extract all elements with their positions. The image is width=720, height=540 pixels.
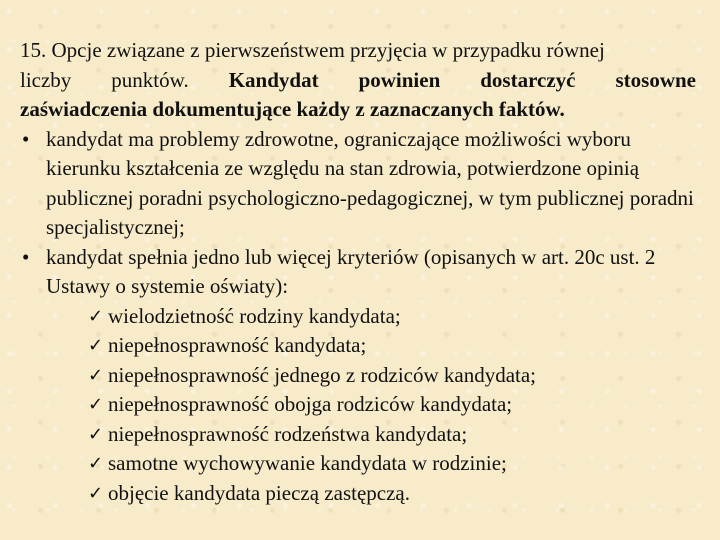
intro-heading-line: 15. Opcje związane z pierwszeństwem przyjęcia w przypadku równej xyxy=(20,38,605,62)
intro-paragraph xyxy=(20,36,696,125)
checklist-item xyxy=(88,302,696,332)
checkmark-icon: ✓ xyxy=(88,305,104,327)
checklist-text: objęcie kandydata pieczą zastępczą. xyxy=(108,480,410,505)
checkmark-icon: ✓ xyxy=(88,482,104,504)
checkmark-icon: ✓ xyxy=(88,423,104,445)
checklist-text: niepełnosprawność kandydata; xyxy=(108,333,367,357)
intro-bold-text: Kandydat powinien dostarczyć stosowne xyxy=(228,67,697,92)
checkmark-icon: ✓ xyxy=(88,453,104,474)
bullet-item-health xyxy=(20,125,696,243)
checklist-text: niepełnosprawność obojga rodziców kandydata; xyxy=(108,392,513,416)
intro-bold-text-continued: zaświadczenia dokumentujące każdy z zaznaczanych faktów. xyxy=(20,97,565,121)
checklist-item xyxy=(88,361,696,391)
bullet-text: kandydat ma problemy zdrowotne, ograniczające możliwości wyboru kierunku kształcenia ze względu na stan zdrowia, potwierdzone opinią publicznej poradni psychologiczno-pedagogicznej, w tym publicznej poradni specjalistycznej; xyxy=(46,126,694,239)
checklist-text: wielodzietność rodziny kandydata; xyxy=(108,303,401,328)
bullet-icon: • xyxy=(22,126,30,151)
intro-normal-text: liczby punktów. xyxy=(20,67,229,92)
checklist-text: samotne wychowywanie kandydata w rodzinie; xyxy=(108,451,507,475)
checklist-item xyxy=(88,449,696,479)
checklist-item xyxy=(88,331,696,361)
checklist-item xyxy=(88,479,696,509)
bullet-list xyxy=(20,125,696,509)
bullet-text: kandydat spełnia jedno lub więcej kryteriów (opisanych w art. 20c ust. 2 Ustawy o systemie oświaty): xyxy=(46,244,656,298)
checkmark-icon: ✓ xyxy=(88,364,104,386)
checkmark-icon: ✓ xyxy=(88,335,104,356)
checklist-item xyxy=(88,390,696,420)
checkmark-icon: ✓ xyxy=(88,394,104,415)
checklist-item xyxy=(88,420,696,450)
checklist-text: niepełnosprawność jednego z rodziców kandydata; xyxy=(108,362,537,387)
bullet-item-criteria xyxy=(20,243,696,509)
criteria-checklist xyxy=(46,302,696,509)
slide-content xyxy=(20,36,696,508)
intro-second-line xyxy=(20,66,696,96)
bullet-icon: • xyxy=(22,244,30,269)
checklist-text: niepełnosprawność rodzeństwa kandydata; xyxy=(108,421,468,446)
